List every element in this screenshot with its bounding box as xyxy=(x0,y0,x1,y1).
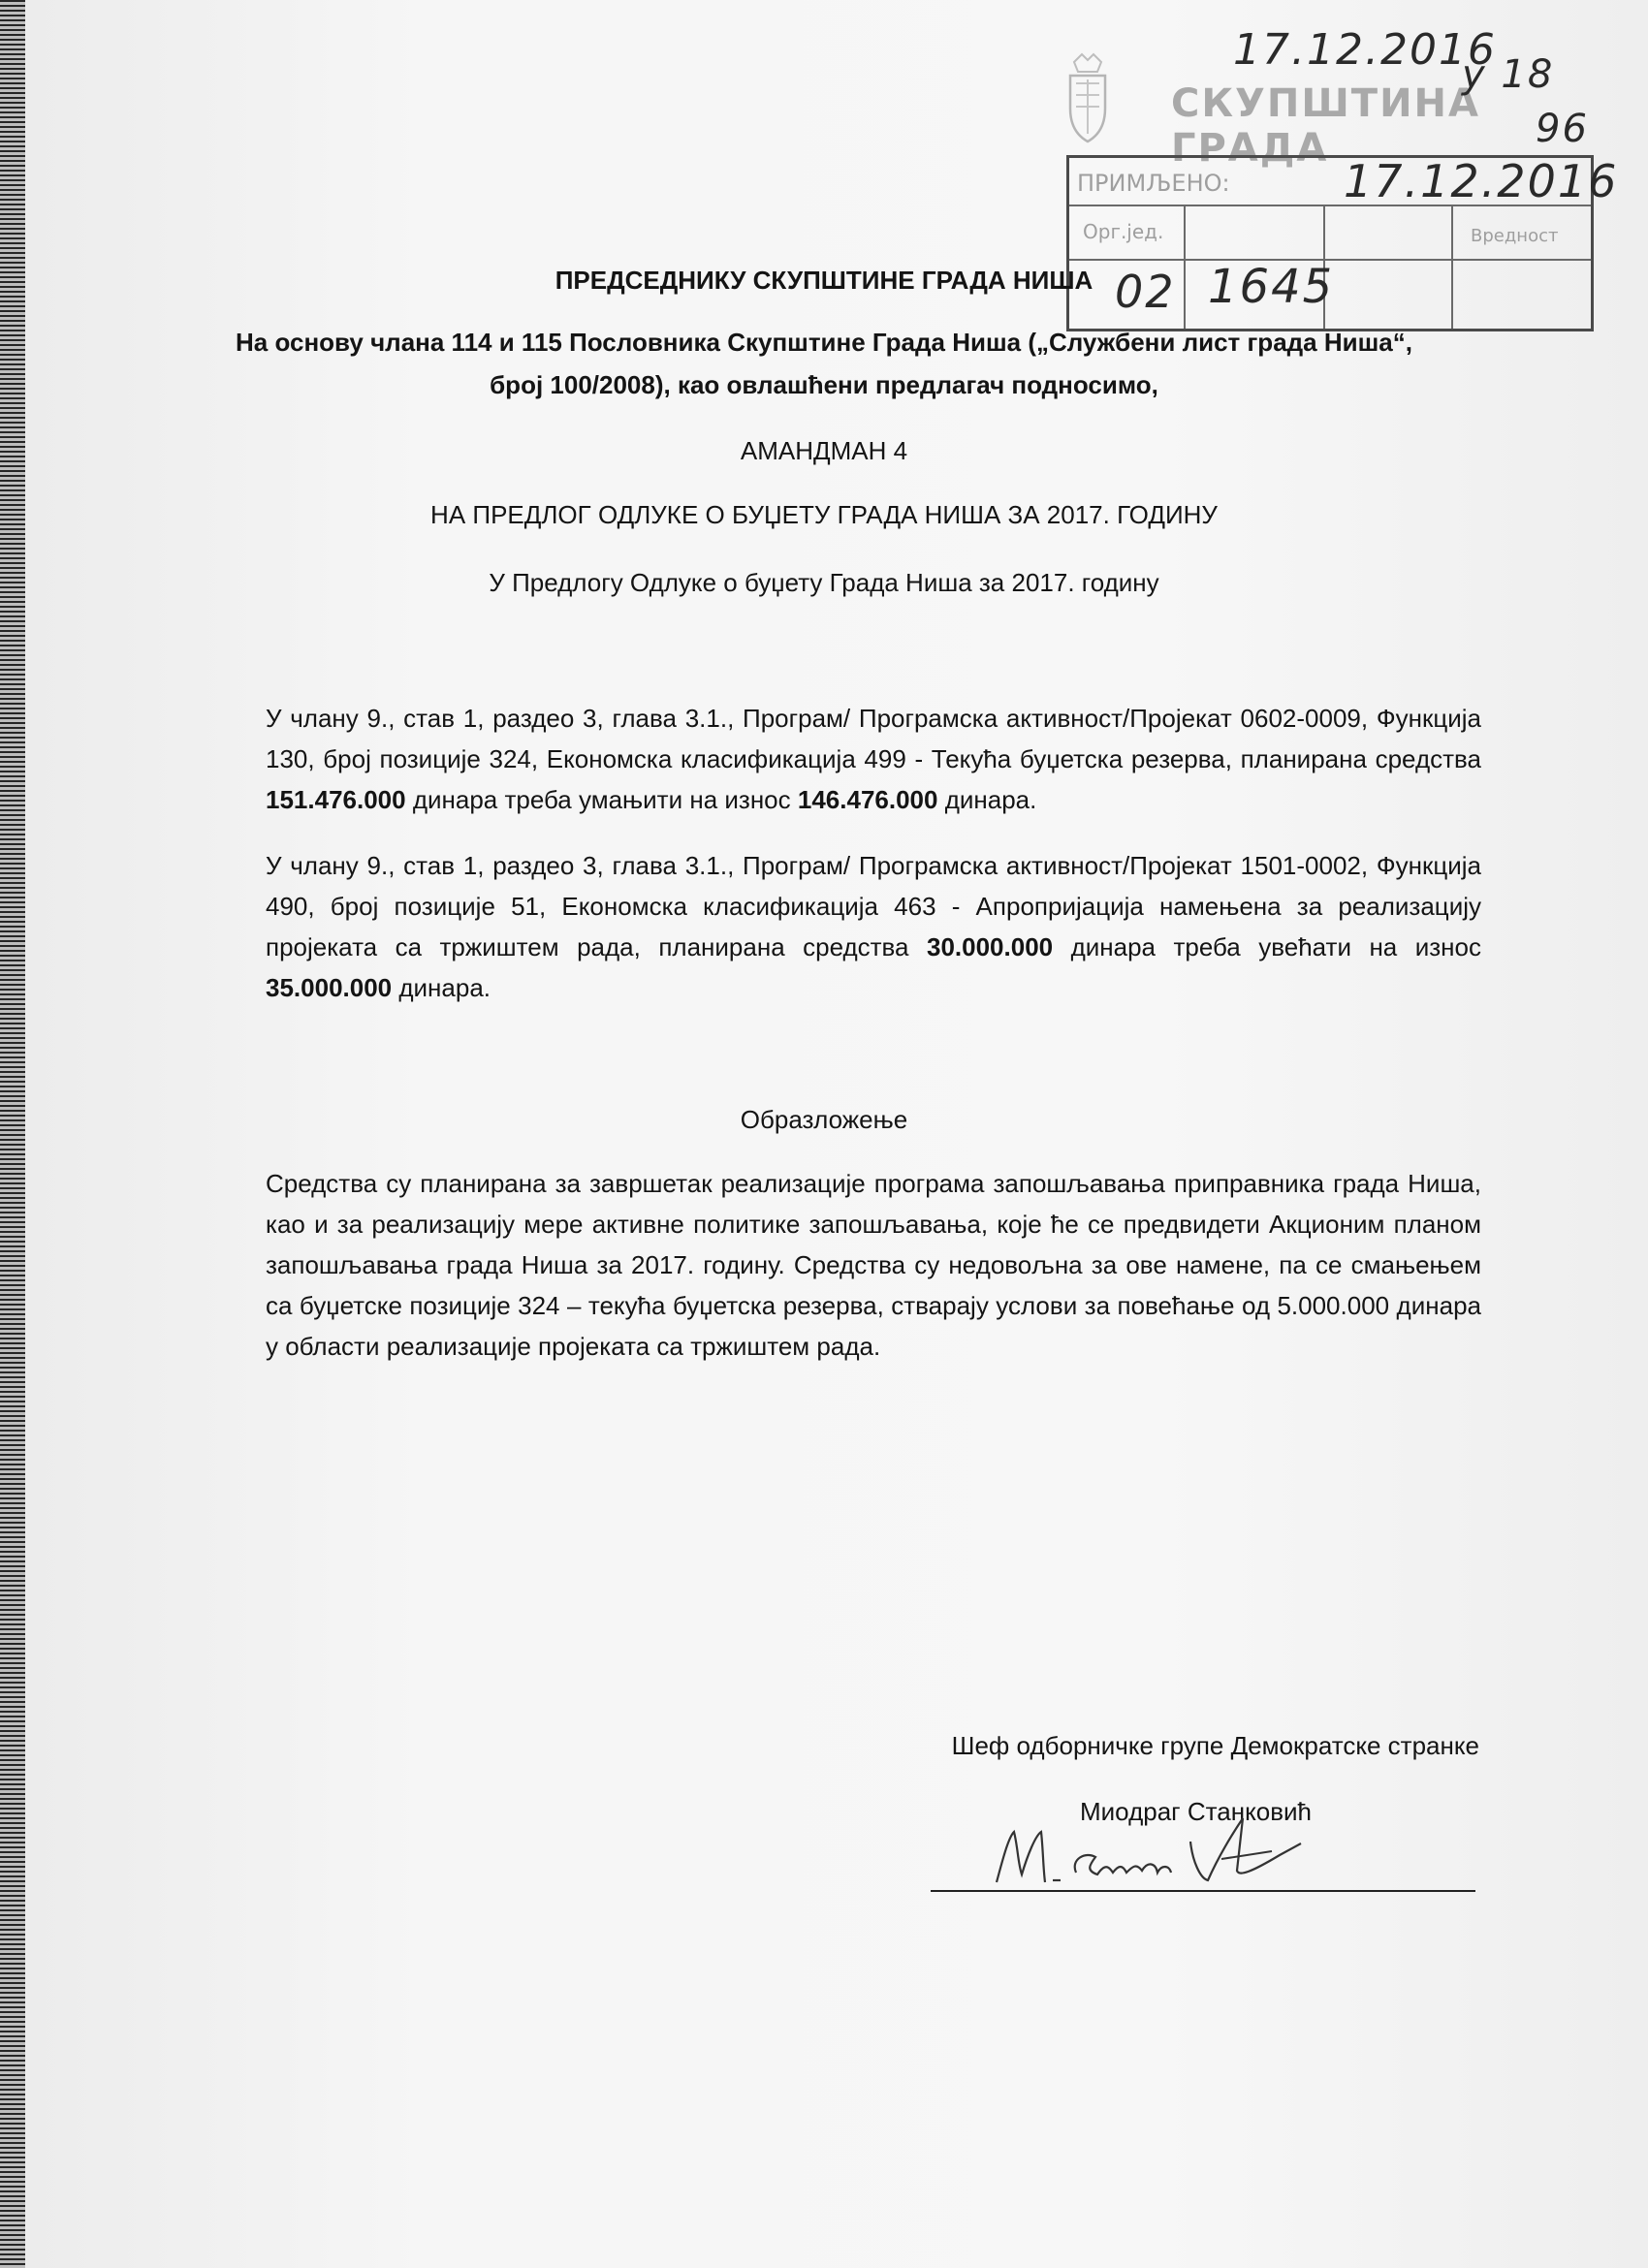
stamp-office-name: СКУПШТИНА ГРАДА xyxy=(1171,81,1480,171)
coat-of-arms-icon xyxy=(1062,50,1113,145)
handwritten-org-unit: 02 xyxy=(1115,266,1176,318)
signature-line xyxy=(931,1890,1475,1892)
rationale-text: Средства су планирана за завршетак реализације програма запошљавања приправника града Ниша, као и за реализацију мере активне политике запошљавања, које ће се предвидети Акционим планом запошљавања града Ниша за 2017. годину. Средства су недовољна за ове намене, па се смањењем са буџетске позиције 324 – текућа буџетска резерва, стварају услови за повећање од 5.000.000 динара у области реализације пројеката са тржиштем рада. xyxy=(266,1169,1481,1361)
handwritten-ref-2: 96 xyxy=(1536,107,1589,151)
amount-planned: 30.000.000 xyxy=(926,932,1054,961)
amount-planned: 151.476.000 xyxy=(266,785,406,814)
stamp-col-org: Орг.јед. xyxy=(1083,220,1164,243)
stamp-col-value: Вредност xyxy=(1471,226,1559,246)
amendment-title: АМАНДМАН 4 xyxy=(740,436,908,465)
rationale-title: Образложење xyxy=(740,1105,908,1134)
stamp-received-label: ПРИМЉЕНО: xyxy=(1077,170,1230,197)
amount-new: 146.476.000 xyxy=(797,785,938,814)
amount-new: 35.000.000 xyxy=(266,973,393,1002)
amendment-subject: НА ПРЕДЛОГ ОДЛУКЕ О БУЏЕТУ ГРАДА НИША ЗА 2017. ГОДИНУ xyxy=(430,500,1218,529)
handwritten-top-date: 17.12.2016 xyxy=(1233,25,1497,75)
handwritten-received-date: 17.12.2016 xyxy=(1344,155,1619,207)
amendment-paragraph-1: У члану 9., став 1, раздео 3, глава 3.1., Програм/ Програмска активност/Пројекат 0602-0009, Функција 130, број позиције 324, Економска класификација 499 - Текућа буџетска резерва, планирана средства 151.476.000 динара треба умањити на износ 146.476.000 динара. xyxy=(266,704,1481,814)
signatory-role: Шеф одборничке групе Демократске странке xyxy=(951,1731,1479,1760)
amendment-paragraph-2: У члану 9., став 1, раздео 3, глава 3.1., Програм/ Програмска активност/Пројекат 1501-0002, Функција 490, број позиције 51, Економска класификација 463 - Апропријација намењена за реализацију пројеката са тржиштем рада, планирана средства 30.000.000 динара треба увећати на износ 35.000.000 динара. xyxy=(266,851,1481,1002)
amendment-intro: У Предлогу Одлуке о буџету Града Ниша за 2017. годину xyxy=(489,568,1159,597)
handwritten-number: 1645 xyxy=(1208,260,1335,314)
handwritten-signature xyxy=(989,1803,1309,1896)
legal-basis-line-1: На основу члана 114 и 115 Пословника Скупштине Града Ниша („Службени лист града Ниша“, xyxy=(236,328,1412,357)
legal-basis-line-2: број 100/2008), као овлашћени предлагач подносимо, xyxy=(490,370,1158,399)
addressee: ПРЕДСЕДНИКУ СКУПШТИНЕ ГРАДА НИША xyxy=(555,266,1093,295)
handwritten-ref: у 18 xyxy=(1462,52,1555,97)
signatory-name: Миодраг Станковић xyxy=(1080,1797,1313,1826)
